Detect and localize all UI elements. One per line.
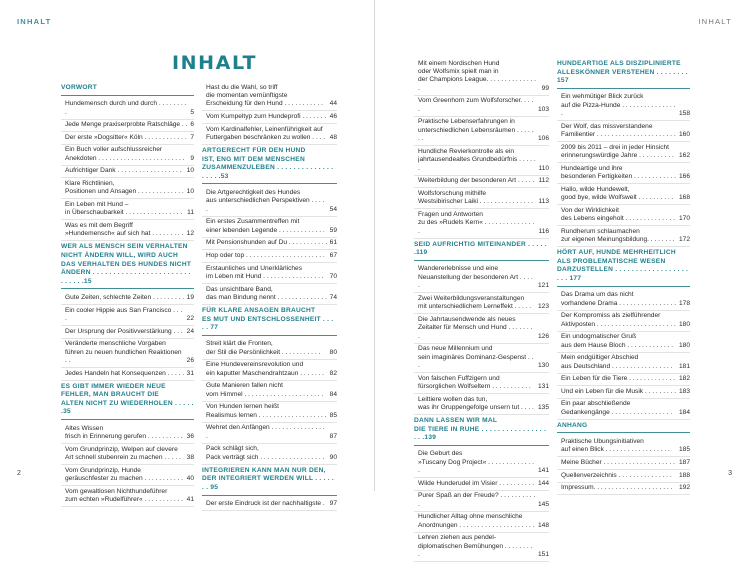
toc-entry-page: 180 <box>678 320 690 328</box>
toc-entry <box>202 250 337 263</box>
toc-entry-page: 116 <box>538 227 549 235</box>
toc-entry <box>202 284 337 305</box>
toc-entry-title: Quellenverzeichnis . . . . . . . . . . . . . . . <box>561 471 672 479</box>
toc-entry-title: Streit klärt die Fronten, der Stil die Persönlichkeit . . . . . . . . . . . <box>206 340 321 356</box>
toc-entry <box>414 264 549 293</box>
toc-entry <box>557 457 690 470</box>
toc-entry-page: 184 <box>678 408 690 416</box>
toc-entry <box>61 465 194 486</box>
toc-entry <box>414 209 549 238</box>
toc-entry-page: 112 <box>538 177 549 185</box>
toc-entry-page: 97 <box>329 500 337 508</box>
toc-entry <box>557 353 690 374</box>
toc-entry <box>557 92 690 121</box>
toc-entry-title: Der erste Eindruck ist der nachhaltigste . <box>206 500 325 508</box>
toc-entry-page: 85 <box>329 411 337 419</box>
toc-entry-title: Praktische Übungsinitiativen auf einen Blick . . . . . . . . . . . . . . . . . . <box>561 437 670 454</box>
toc-entry <box>61 166 194 179</box>
toc-entry-page: 103 <box>537 105 549 113</box>
toc-section-heading: VORWORT <box>61 82 194 96</box>
toc-entry-page: 87 <box>329 432 337 440</box>
toc-entry <box>202 402 337 423</box>
toc-entry-title: Der Kompromiss als zielführender Aktivposten . . . . . . . . . . . . . . . . . . . . . . <box>561 312 676 328</box>
toc-entry-page: 172 <box>678 236 690 244</box>
toc-section-heading: DANN LASSEN WIR MAL DIE TIERE IN RUHE . . . . . . . . . . . . . . . . . . .139 <box>414 415 549 446</box>
toc-entry-title: Vom Greenhorn zum Wolfsforscher. . . . . <box>418 97 534 113</box>
toc-entry <box>61 326 194 339</box>
toc-entry-page: 41 <box>186 495 194 503</box>
toc-entry-title: Vom Kardinalfehler, Leinenführigkeit auf Futtergaben beschränken zu wollen . . . . <box>206 125 326 141</box>
toc-entry-title: Altes Wissen frisch in Erinnerung gerufen . . . . . . . . . . <box>65 424 183 440</box>
toc-column-3 <box>414 58 549 562</box>
toc-entry <box>202 381 337 402</box>
toc-entry-page: 6 <box>190 121 194 129</box>
toc-entry-page: 121 <box>537 282 549 290</box>
toc-entry-title: Ein wehmütiger Blick zurück auf die Pizza-Hunde . . . . . . . . . . . . . . . . <box>561 93 676 118</box>
toc-entry-title: Ein Buch voller aufschlussreicher Anekdoten . . . . . . . . . . . . . . . . . . . . . . . . <box>65 146 185 162</box>
toc-entry-title: Mit Pensionshunden auf Du . . . . . . . . . . . <box>206 239 328 247</box>
toc-entry-page: 170 <box>678 215 690 223</box>
toc-entry <box>202 263 337 284</box>
toc-entry-title: Gute Manieren fallen nicht vom Himmel . . . . . . . . . . . . . . . . . . . . . . <box>206 382 324 398</box>
toc-entry <box>557 470 690 483</box>
toc-section-heading: SEID AUFRICHTIG MITEINANDER . . . . . .119 <box>414 239 549 261</box>
toc-entry <box>61 368 194 381</box>
toc-entry-title: Von falschen Fuffzigern und fürsorglichen Wolfseltern . . . . . . . . . . . <box>418 374 531 391</box>
toc-entry-title: Weiterbildung der besonderen Art . . . . . <box>418 177 535 185</box>
toc-entry <box>414 344 549 373</box>
toc-entry <box>557 184 690 205</box>
toc-entry-page: 185 <box>678 446 690 454</box>
toc-entry <box>61 178 194 199</box>
toc-entry <box>414 176 549 189</box>
toc-entry-title: Hundemensch durch und durch . . . . . . . . . <box>65 100 187 116</box>
toc-entry-title: Der erste »Dogsitter« Köln . . . . . . . . . . . . <box>65 133 187 141</box>
toc-entry-page: 54 <box>329 205 337 213</box>
toc-entry-title: Erstaunliches und Unerklärliches im Leben mit Hund . . . . . . . . . . . . . . . . . <box>206 264 324 280</box>
toc-entry-page: 187 <box>678 458 690 466</box>
toc-entry <box>557 121 690 142</box>
toc-section-heading: ANHANG <box>557 420 690 434</box>
toc-entry <box>414 314 549 343</box>
toc-entry-title: Das unsichtbare Band, das man Bindung nennt . . . . . . . . . . . . . . <box>206 285 327 301</box>
toc-entry-title: Hast du die Wahl, so triff die momentan vernünftigste Erscheidung für den Hund . . . . . . . . . . . <box>206 83 323 108</box>
toc-entry <box>202 444 337 465</box>
toc-entry-title: Zwei Weiterbildungsveranstaltungen mit unterschiedlichem Lerneffekt . . . . . <box>418 294 532 311</box>
toc-entry <box>557 311 690 332</box>
toc-entry-page: 113 <box>538 198 549 206</box>
toc-entry <box>414 449 549 478</box>
toc-entry <box>202 423 337 444</box>
toc-entry-title: Ein cooler Hippie aus San Francisco . . . . <box>65 306 183 322</box>
toc-entry <box>557 290 690 311</box>
left-page <box>0 0 375 508</box>
toc-entry-page: 130 <box>537 362 549 370</box>
toc-entry-page: 188 <box>678 471 690 479</box>
toc-entry-title: Rundherum schlaumachen zur eigenen Meinungsbildung. . . . . . . . <box>561 227 675 244</box>
toc-entry <box>414 394 549 415</box>
toc-entry-title: Die Jahrtausendwende als neues Zeitalter für Mensch und Hund . . . . . . . . <box>418 315 533 340</box>
toc-entry <box>414 491 549 512</box>
toc-entry-title: Jedes Handeln hat Konsequenzen . . . . . <box>65 369 185 377</box>
toc-entry <box>557 142 690 163</box>
toc-entry-page: 131 <box>537 383 549 391</box>
toc-entry-page: 84 <box>329 390 337 398</box>
toc-entry-title: Vom Grundprinzip, Welpen auf clevere Art schnell stubenrein zu machen . . . . . <box>65 445 181 461</box>
toc-entry-page: 67 <box>329 251 337 259</box>
toc-entry <box>61 120 194 133</box>
toc-entry-title: Fragen und Antworten zu des »Rudels Kern« . . . . . . . . . . . . . . . <box>418 210 535 235</box>
toc-entry-page: 12 <box>186 230 194 238</box>
toc-entry-page: 151 <box>537 551 549 559</box>
toc-entry-title: Meine Bücher . . . . . . . . . . . . . . . . . . . . <box>561 458 675 466</box>
toc-entry-page: 10 <box>186 188 194 196</box>
toc-entry <box>414 512 549 533</box>
toc-entry-page: 182 <box>678 375 690 383</box>
toc-section-heading: ES GIBT IMMER WIEDER NEUE FEHLER, MAN BRAUCHT DIE ALTEN NICHT ZU WIEDERHOLEN . . . . . .35 <box>61 381 194 420</box>
toc-entry-page: 126 <box>537 332 549 340</box>
toc-entry <box>557 226 690 247</box>
toc-section-heading: FÜR KLARE ANSAGEN BRAUCHT ES MUT UND ENTSCHLOSSENHEIT . . . . . 77 <box>202 305 337 336</box>
toc-entry-title: Pack schlägt sich, Pack verträgt sich . . . . . . . . . . . . . . . . . . <box>206 445 325 461</box>
toc-entry-page: 7 <box>190 133 194 141</box>
toc-entry-page: 160 <box>678 131 690 139</box>
toc-column-4 <box>557 58 690 495</box>
toc-entry-title: Wehret den Anfängen . . . . . . . . . . . . . . . . <box>206 424 325 440</box>
toc-entry-title: Die Artgerechtigkeit des Hundes aus unterschiedlichen Perspektiven . . . . . <box>206 188 325 213</box>
toc-entry-title: Die Geburt des »Tuscany Dog Project« . . . . . . . . . . . . . . <box>418 450 534 475</box>
toc-entry-page: 9 <box>190 154 194 162</box>
toc-entry <box>61 339 194 368</box>
toc-section-heading: HUNDEARTIGE ALS DISZIPLINIERTE ALLESKÖNNER VERSTEHEN . . . . . . . . 157 <box>557 58 690 89</box>
toc-entry-page: 80 <box>329 348 337 356</box>
toc-entry-page: 61 <box>329 239 337 247</box>
running-head-left: INHALT <box>17 17 52 26</box>
toc-entry <box>414 533 549 562</box>
toc-entry-title: Mit einem Nordischen Hund oder Wolfsmix spielt man in der Champions League. . . . . . . . . . . . . . . <box>418 59 537 92</box>
toc-entry <box>557 205 690 226</box>
toc-entry-page: 135 <box>537 404 549 412</box>
toc-entry-title: Hundliche Revierkontrolle als ein jahrtausendealtes Grundbedürfnis . . . . . . <box>418 147 536 172</box>
toc-entry <box>202 499 337 512</box>
toc-entry-page: 99 <box>541 84 549 92</box>
toc-entry <box>61 423 194 444</box>
toc-entry-title: Lehren ziehen aus pendel- diplomatischen Bemühungen . . . . . . . . . <box>418 534 533 559</box>
toc-entry <box>61 292 194 305</box>
toc-entry-title: Vom gewaltlosen Nichthundeführer zum echten »Rudelführer« . . . . . . . . . . . <box>65 487 184 503</box>
toc-entry <box>414 146 549 175</box>
toc-entry-page: 144 <box>537 479 549 487</box>
toc-entry <box>414 96 549 117</box>
toc-entry-title: Vom Kumpeltyp zum Hundeprofi . . . . . . . <box>206 113 327 120</box>
toc-entry-page: 158 <box>678 110 690 118</box>
toc-entry-page: 10 <box>186 167 194 175</box>
toc-entry-title: Der Ursprung der Positivverstärkung . . . <box>65 327 183 335</box>
toc-entry-page: 106 <box>537 135 549 143</box>
toc-entry-page: 46 <box>329 113 337 120</box>
toc-entry-page: 26 <box>186 356 194 364</box>
running-head-right: INHALT <box>698 17 732 26</box>
toc-entry-title: Klare Richtlinien, Positionen und Ansagen . . . . . . . . . . . . . <box>65 179 184 196</box>
toc-entry <box>557 483 690 496</box>
toc-entry-title: Hop oder top . . . . . . . . . . . . . . . . . . . . . . <box>206 251 325 259</box>
toc-entry-title: Und ein Leben für die Musik . . . . . . . . . <box>561 387 677 395</box>
toc-entry-page: 192 <box>678 484 690 492</box>
toc-entry-title: Ein paar abschließende Gedankengänge . . . . . . . . . . . . . . . . . <box>561 400 673 416</box>
toc-entry-page: 38 <box>186 453 194 461</box>
toc-entry-title: Impressum. . . . . . . . . . . . . . . . . . . . . . <box>561 484 673 492</box>
toc-section-heading: HÖRT AUF, HUNDE MEHRHEITLICH ALS PROBLEMATISCHE WESEN DARZUSTELLEN . . . . . . . . . . . . . . . . . . . . . 177 <box>557 247 690 286</box>
toc-entry-title: Jede Menge praxiserprobte Ratschläge . . <box>65 121 188 129</box>
toc-entry <box>414 188 549 209</box>
toc-entry-page: 90 <box>329 453 337 461</box>
toc-entry-page: 24 <box>186 327 194 335</box>
toc-entry-title: Praktische Lebenserfahrungen in unterschiedlichen Lebensräumen . . . . . . . <box>418 118 534 143</box>
toc-entry <box>557 399 690 420</box>
toc-entry-page: 40 <box>186 474 194 482</box>
toc-entry-page: 166 <box>678 173 690 181</box>
toc-entry-page: 19 <box>186 293 194 301</box>
toc-entry-page: 180 <box>678 341 690 349</box>
toc-entry <box>414 117 549 146</box>
toc-entry <box>202 187 337 216</box>
toc-entry-title: Ein undogmatischer Gruß aus dem Hause Bloch . . . . . . . . . . . . . <box>561 333 674 349</box>
toc-entry-title: Eine Hundevereinsrevolution und ein kaputter Maschendrahtzaun . . . . . . . <box>206 361 325 377</box>
toc-entry <box>202 360 337 381</box>
toc-entry-page: 145 <box>537 500 549 508</box>
toc-entry <box>557 436 690 457</box>
toc-entry-title: Hallo, wilde Hundewelt, good bye, wilde Wolfswelt . . . . . . . . . . <box>561 185 674 202</box>
toc-entry-title: Vom Grundprinzip, Hunde geräuschfester zu machen . . . . . . . . . . . <box>65 466 184 482</box>
toc-entry-title: Hundlicher Alltag ohne menschliche Anordnungen . . . . . . . . . . . . . . . . . . . . . <box>418 513 535 529</box>
toc-section-heading: ARTGERECHT FÜR DEN HUND IST, ENG MIT DEM MENSCHEN ZUSAMMENZULEBEN . . . . . . . . . . . . . . . . . . .53 <box>202 145 337 184</box>
toc-entry-title: Was es mit dem Begriff »Hundemensch« auf sich hat . . . . . . . . . <box>65 221 184 238</box>
toc-entry <box>61 220 194 241</box>
toc-entry <box>414 293 549 314</box>
toc-entry-title: Mein endgültiger Abschied aus Deutschland . . . . . . . . . . . . . . . . . <box>561 354 673 370</box>
toc-entry-title: Der Wolf, das missverstandene Familientier . . . . . . . . . . . . . . . . . . . . . . <box>561 122 676 139</box>
toc-entry <box>557 163 690 184</box>
toc-entry-title: Ein Leben für die Tiere . . . . . . . . . . . . . <box>561 375 675 383</box>
right-page <box>375 0 750 559</box>
page-title: INHALT <box>172 52 258 74</box>
toc-column-1 <box>61 82 194 507</box>
toc-entry <box>414 373 549 394</box>
toc-entry-title: Wilde Hunderudel im Visier . . . . . . . . . . <box>418 479 535 487</box>
toc-entry-title: Wolfsforschung mithilfe Westsibirischer Laiki . . . . . . . . . . . . . . . <box>418 189 533 206</box>
toc-entry <box>202 111 337 124</box>
toc-entry-title: Veränderte menschliche Vorgaben führen zu neuen hundlichen Reaktionen . . <box>65 340 182 364</box>
toc-entry-page: 162 <box>678 152 690 160</box>
toc-entry <box>557 386 690 399</box>
toc-entry-page: 181 <box>678 362 690 370</box>
toc-section-heading: WER ALS MENSCH SEIN VERHALTEN NICHT ÄNDERN WILL, WIRD AUCH DAS VERHALTEN DES HUNDES NICHT ÄNDERN . . . . . . . . . . . . . . . . . . . . . . . . . . . . . .15 <box>61 241 194 289</box>
toc-entry <box>557 332 690 353</box>
toc-entry <box>61 305 194 326</box>
toc-entry-title: Wandererlebnisse und eine Neuanstellung der besonderen Art . . . . . <box>418 265 533 290</box>
toc-entry-page: 11 <box>187 209 194 217</box>
toc-entry-page: 183 <box>678 387 690 395</box>
toc-entry-title: Ein erstes Zusammentreffen mit einer lebenden Legende . . . . . . . . . . . . . <box>206 218 325 234</box>
toc-entry-page: 36 <box>186 432 194 440</box>
toc-entry <box>557 374 690 387</box>
toc-entry-page: 123 <box>537 303 549 311</box>
toc-entry <box>61 486 194 507</box>
toc-entry-title: Gute Zeiten, schlechte Zeiten . . . . . . . . . <box>65 293 185 301</box>
toc-entry-page: 148 <box>537 521 549 529</box>
toc-entry <box>61 444 194 465</box>
toc-entry-title: Von der Wirklichkeit des Lebens eingeholt . . . . . . . . . . . . . . <box>561 206 675 223</box>
toc-entry-title: Hundeartige und ihre besonderen Fertigkeiten . . . . . . . . . . . . <box>561 164 677 181</box>
toc-entry-title: 2009 bis 2011 – drei in jeder Hinsicht erinnerungswürdige Jahre . . . . . . . . . . <box>561 143 674 160</box>
toc-section-heading: INTEGRIEREN KANN MAN NUR DEN, DER INTEGRIERT WERDEN WILL . . . . . . . 95 <box>202 465 337 496</box>
toc-entry-title: Von Hunden lernen heißt Realismus lernen . . . . . . . . . . . . . . . . . . . <box>206 403 327 419</box>
toc-entry-page: 168 <box>678 194 690 202</box>
toc-entry-page: 5 <box>190 108 194 116</box>
toc-entry-page: 31 <box>186 369 194 377</box>
toc-entry-title: Ein Leben mit Hund – in Überschaubarkeit . . . . . . . . . . . . . . . . <box>65 200 183 217</box>
toc-entry-title: Aufrichtiger Dank . . . . . . . . . . . . . . . . . . <box>65 167 182 175</box>
toc-entry <box>61 199 194 220</box>
toc-entry-page: 82 <box>329 369 337 377</box>
folio-left: 2 <box>17 470 21 477</box>
toc-entry-title: Das Drama um das nicht vorhandene Drama . . . . . . . . . . . . . . . . <box>561 291 677 307</box>
toc-entry <box>414 58 549 96</box>
toc-entry <box>61 99 194 120</box>
toc-entry-page: 141 <box>537 467 549 475</box>
toc-entry-title: Purer Spaß an der Freude? . . . . . . . . . . . <box>418 492 536 508</box>
toc-entry-page: 44 <box>329 100 337 108</box>
toc-entry-page: 178 <box>678 299 690 307</box>
toc-entry <box>202 217 337 238</box>
toc-entry-page: 70 <box>329 272 337 280</box>
toc-entry <box>61 145 194 166</box>
toc-entry <box>202 339 337 360</box>
toc-entry <box>202 124 337 145</box>
toc-entry-page: 59 <box>329 226 337 234</box>
toc-entry <box>202 238 337 251</box>
toc-entry <box>414 478 549 491</box>
toc-entry-page: 22 <box>186 314 194 322</box>
toc-entry-title: Das neue Millennium und sein imaginäres Dominanz-Gespenst . . . <box>418 345 534 370</box>
toc-entry-page: 48 <box>329 134 337 141</box>
toc-entry <box>202 82 337 111</box>
toc-entry-title: Leittiere wollen das tun, was ihr Gruppengefolge unsern tut . . . . <box>418 395 534 412</box>
toc-entry <box>61 132 194 145</box>
toc-column-2 <box>202 82 337 511</box>
folio-right: 3 <box>728 470 732 477</box>
toc-entry-page: 110 <box>538 164 549 172</box>
toc-entry-page: 74 <box>329 293 337 301</box>
